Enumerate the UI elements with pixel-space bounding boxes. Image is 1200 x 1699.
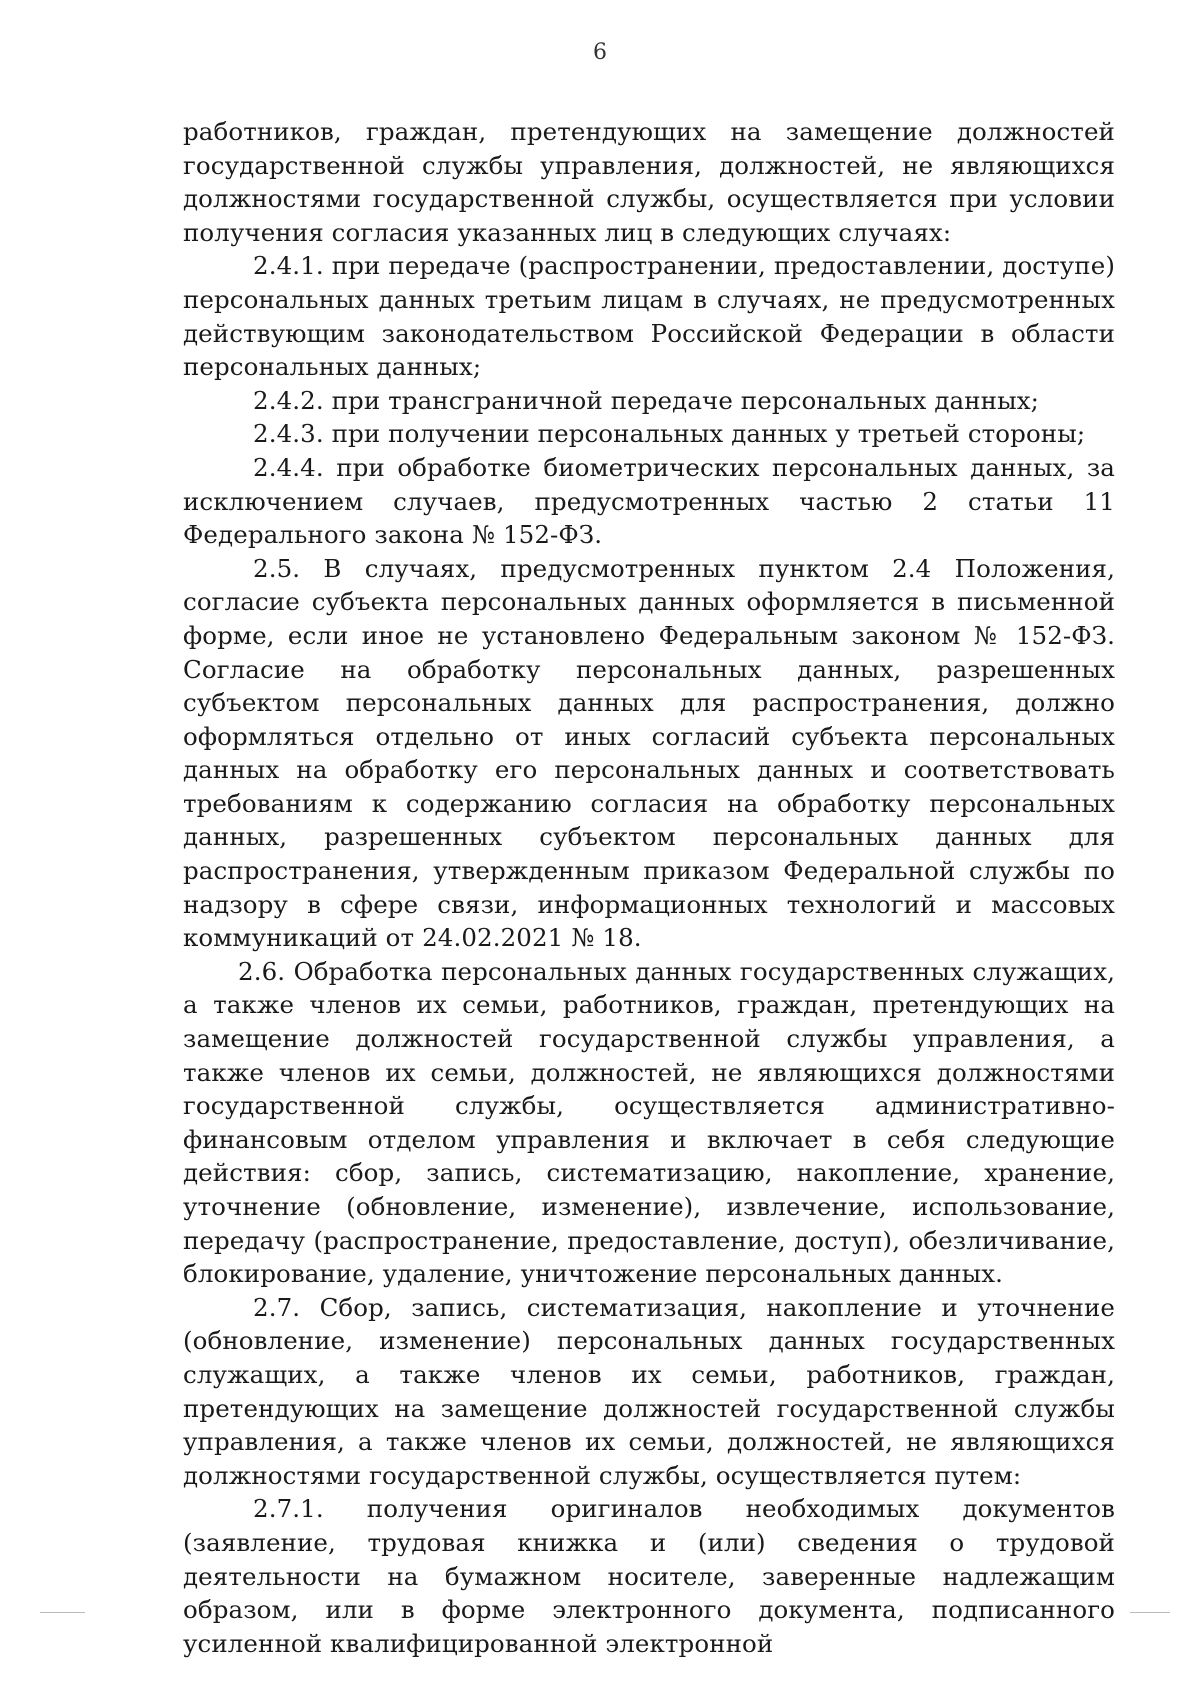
paragraph-2-4-4: 2.4.4. при обработке биометрических персональных данных, за исключением случаев, предусмотренных частью 2 статьи 11 Федерального закона № 152-ФЗ. [183, 452, 1115, 550]
paragraph-2-4-1: 2.4.1. при передаче (распространении, предоставлении, доступе) персональных данных третьим лицам в случаях, не предусмотренных действующим законодательством Российской Федерации в области персональных данных; [183, 251, 1115, 382]
scan-artifact-right [1130, 1612, 1170, 1613]
scan-artifact-left [40, 1612, 85, 1613]
paragraph-2-7-1: 2.7.1. получения оригиналов необходимых документов (заявление, трудовая книжка и (или) сведения о трудовой деятельности на бумажном носителе, заверенные надлежащим образом, или в форме электронного документа, подписанного усиленной квалифицированной электронной [183, 1494, 1115, 1658]
page-number: 6 [593, 40, 607, 65]
paragraph-2-7: 2.7. Сбор, запись, систематизация, накопление и уточнение (обновление, изменение) персональных данных государственных служащих, а также членов их семьи, работников, граждан, претендующих на замещение должностей государственной службы управления, а также членов их семьи, должностей, не являющихся должностями государственной службы, осуществляется путем: [183, 1292, 1115, 1490]
paragraph-2-4-2: 2.4.2. при трансграничной передаче персональных данных; [253, 385, 1039, 415]
paragraph-2-5: 2.5. В случаях, предусмотренных пунктом 2.4 Положения, согласие субъекта персональных данных оформляется в письменной форме, если иное не установлено Федеральным законом № 152-ФЗ. Согласие на обработку персональных данных, разрешенных субъектом персональных данных для распространения, должно оформляться отдельно от иных согласий субъекта персональных данных на обработку его персональных данных и соответствовать требованиям к содержанию согласия на обработку персональных данных, разрешенных субъектом персональных данных для распространения, утвержденным приказом Федеральной службы по надзору в сфере связи, информационных технологий и массовых коммуникаций от 24.02.2021 № 18. [183, 553, 1115, 953]
paragraph-continuation: работников, граждан, претендующих на замещение должностей государственной службы управления, должностей, не являющихся должностями государственной службы, осуществляется при условии получения согласия указанных лиц в следующих случаях: [183, 117, 1115, 247]
paragraph-2-6: 2.6. Обработка персональных данных государственных служащих, а также членов их семьи, работников, граждан, претендующих на замещение должностей государственной службы управления, а также членов их семьи, должностей, не являющихся должностями государственной службы, осуществляется административно-финансовым отделом управления и включает в себя следующие действия: сбор, запись, систематизацию, накопление, хранение, уточнение (обновление, изменение), извлечение, использование, передачу (распространение, предоставление, доступ), обезличивание, блокирование, удаление, уничтожение персональных данных. [183, 956, 1115, 1289]
paragraph-2-4-3: 2.4.3. при получении персональных данных у третьей стороны; [253, 419, 1086, 449]
document-body [183, 115, 1115, 1660]
